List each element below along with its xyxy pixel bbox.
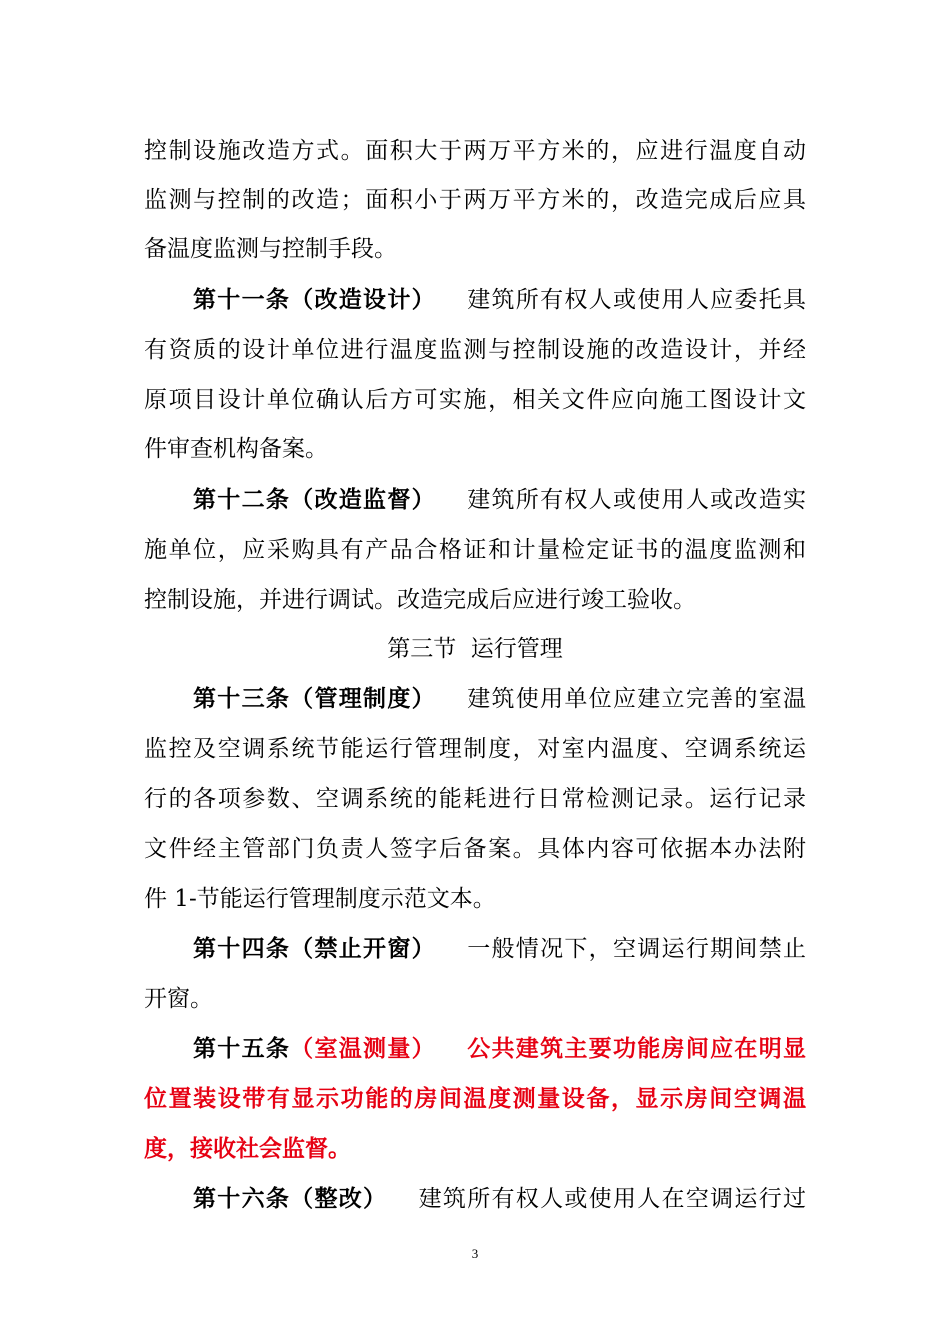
paragraph-line: 备温度监测与控制手段。 bbox=[144, 236, 397, 262]
page-number: 3 bbox=[471, 1246, 479, 1261]
article-14-title: 第十四条（禁止开窗） bbox=[193, 935, 436, 962]
article-13-title: 第十三条（管理制度） bbox=[193, 685, 436, 712]
paragraph-line: 度，接收社会监督。 bbox=[144, 1135, 351, 1162]
article-13-first-line bbox=[193, 679, 806, 719]
paragraph-line: 行的各项参数、空调系统的能耗进行日常检测记录。运行记录 bbox=[144, 786, 806, 812]
paragraph-line: 监测与控制的改造；面积小于两万平方米的，改造完成后应具 bbox=[144, 187, 806, 213]
article-16-text: 建筑所有权人或使用人在空调运行过 bbox=[417, 1186, 807, 1212]
article-11-first-line bbox=[193, 280, 806, 320]
article-14-first-line bbox=[193, 929, 806, 969]
article-13-text: 建筑使用单位应建立完善的室温 bbox=[465, 686, 807, 712]
paragraph-line: 件 1-节能运行管理制度示范文本。 bbox=[144, 886, 496, 912]
article-16-title: 第十六条（整改） bbox=[193, 1185, 388, 1212]
article-12-text: 建筑所有权人或使用人或改造实 bbox=[465, 487, 807, 513]
article-12-first-line bbox=[193, 480, 806, 520]
article-15-first-line bbox=[193, 1029, 806, 1069]
paragraph-line: 开窗。 bbox=[144, 986, 213, 1012]
paragraph-line: 监控及空调系统节能运行管理制度，对室内温度、空调系统运 bbox=[144, 736, 806, 762]
article-11-text: 建筑所有权人或使用人应委托具 bbox=[465, 287, 807, 313]
article-15-title: 第十五条 bbox=[193, 1035, 291, 1062]
paragraph-line: 施单位，应采购具有产品合格证和计量检定证书的温度监测和 bbox=[144, 537, 806, 563]
paragraph-line: 位置装设带有显示功能的房间温度测量设备，显示房间空调温 bbox=[144, 1085, 806, 1112]
paragraph-line: 件审查机构备案。 bbox=[144, 436, 328, 462]
section-heading: 第三节 运行管理 bbox=[387, 636, 563, 662]
paragraph-line: 控制设施改造方式。面积大于两万平方米的，应进行温度自动 bbox=[144, 138, 806, 164]
article-14-text: 一般情况下，空调运行期间禁止 bbox=[465, 936, 807, 962]
article-11-title: 第十一条（改造设计） bbox=[193, 286, 436, 313]
paragraph-line: 原项目设计单位确认后方可实施，相关文件应向施工图设计文 bbox=[144, 387, 806, 413]
article-15-text: 公共建筑主要功能房间应在明显 bbox=[465, 1035, 807, 1062]
paragraph-line: 有资质的设计单位进行温度监测与控制设施的改造设计，并经 bbox=[144, 337, 806, 363]
article-16-first-line bbox=[193, 1179, 806, 1219]
paragraph-line: 文件经主管部门负责人签字后备案。具体内容可依据本办法附 bbox=[144, 836, 806, 862]
paragraph-line: 控制设施，并进行调试。改造完成后应进行竣工验收。 bbox=[144, 587, 696, 613]
article-15-title-highlight: （室温测量） bbox=[290, 1035, 436, 1062]
article-12-title: 第十二条（改造监督） bbox=[193, 486, 436, 513]
